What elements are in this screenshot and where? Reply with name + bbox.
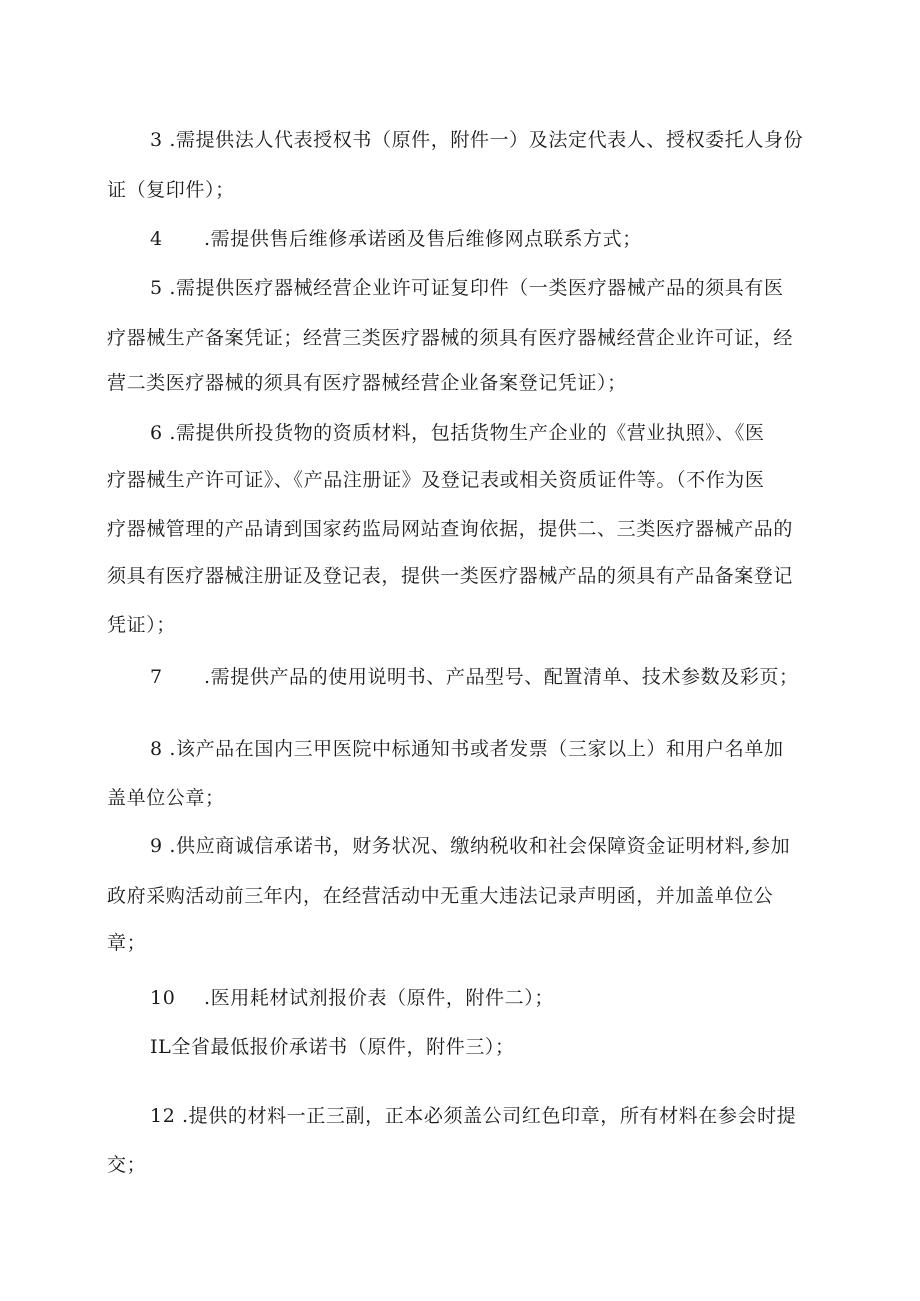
item-number: 6 xyxy=(150,422,163,444)
item-9-line-2: 政府采购活动前三年内，在经营活动中无重大违法记录声明函，并加盖单位公 xyxy=(107,885,774,907)
item-9-line-3: 章； xyxy=(107,932,147,954)
item-text: .提供的材料一正三副，正本必须盖公司红色印章，所有材料在参会时提 xyxy=(175,1105,797,1127)
item-7-line-1 xyxy=(150,665,799,689)
item-5-line-3: 营二类医疗器械的须具有医疗器械经营企业备案登记凭证）； xyxy=(107,372,627,394)
item-text: .供应商诚信承诺书，财务状况、缴纳税收和社会保障资金证明材料,参加 xyxy=(162,835,791,857)
item-8-line-1 xyxy=(150,737,784,761)
item-text: .需提供医疗器械经营企业许可证复印件（一类医疗器械产品的须具有医 xyxy=(162,277,784,299)
item-number: 9 xyxy=(150,835,163,857)
item-6-line-1 xyxy=(150,421,765,445)
item-6-line-2: 疗器械生产许可证》、《产品注册证》及登记表或相关资质证件等。（不作为医 xyxy=(107,469,765,491)
item-text: .需提供产品的使用说明书、产品型号、配置清单、技术参数及彩页； xyxy=(204,666,799,688)
item-number: 10 xyxy=(150,987,176,1009)
item-number: IL xyxy=(150,1036,172,1058)
item-5-line-1 xyxy=(150,276,784,300)
item-number: 5 xyxy=(150,277,163,299)
item-number: 12 xyxy=(150,1105,176,1127)
item-number: 4 xyxy=(150,228,163,250)
item-6-line-3: 疗器械管理的产品请到国家药监局网站查询依据，提供二、三类医疗器械产品的 xyxy=(107,518,794,540)
item-3-line-1 xyxy=(150,128,803,152)
item-5-line-2: 疗器械生产备案凭证；经营三类医疗器械的须具有医疗器械经营企业许可证，经 xyxy=(107,327,794,349)
item-text: .医用耗材试剂报价表（原件，附件二）； xyxy=(204,987,554,1009)
item-number: 3 xyxy=(150,129,163,151)
item-10-line-1 xyxy=(150,986,554,1010)
item-number: 7 xyxy=(150,666,163,688)
item-3-line-2: 证（复印件）； xyxy=(107,179,235,201)
item-12-line-2: 交； xyxy=(107,1154,147,1176)
item-9-line-1 xyxy=(150,834,790,858)
item-4-line-1 xyxy=(150,227,642,251)
item-6-line-4: 须具有医疗器械注册证及登记表，提供一类医疗器械产品的须具有产品备案登记 xyxy=(107,565,794,587)
item-text: .需提供所投货物的资质材料，包括货物生产企业的《营业执照》、《医 xyxy=(162,422,765,444)
item-text: .需提供售后维修承诺函及售后维修网点联系方式； xyxy=(204,228,642,250)
item-11-line-1 xyxy=(150,1035,515,1059)
item-6-line-5: 凭证）； xyxy=(107,614,176,636)
item-text: 全省最低报价承诺书（原件，附件三）； xyxy=(171,1036,515,1058)
item-number: 8 xyxy=(150,738,163,760)
item-12-line-1 xyxy=(150,1104,796,1128)
item-8-line-2: 盖单位公章； xyxy=(107,787,225,809)
item-text: .该产品在国内三甲医院中标通知书或者发票（三家以上）和用户名单加 xyxy=(162,738,784,760)
item-text: .需提供法人代表授权书（原件，附件一）及法定代表人、授权委托人身份 xyxy=(162,129,804,151)
